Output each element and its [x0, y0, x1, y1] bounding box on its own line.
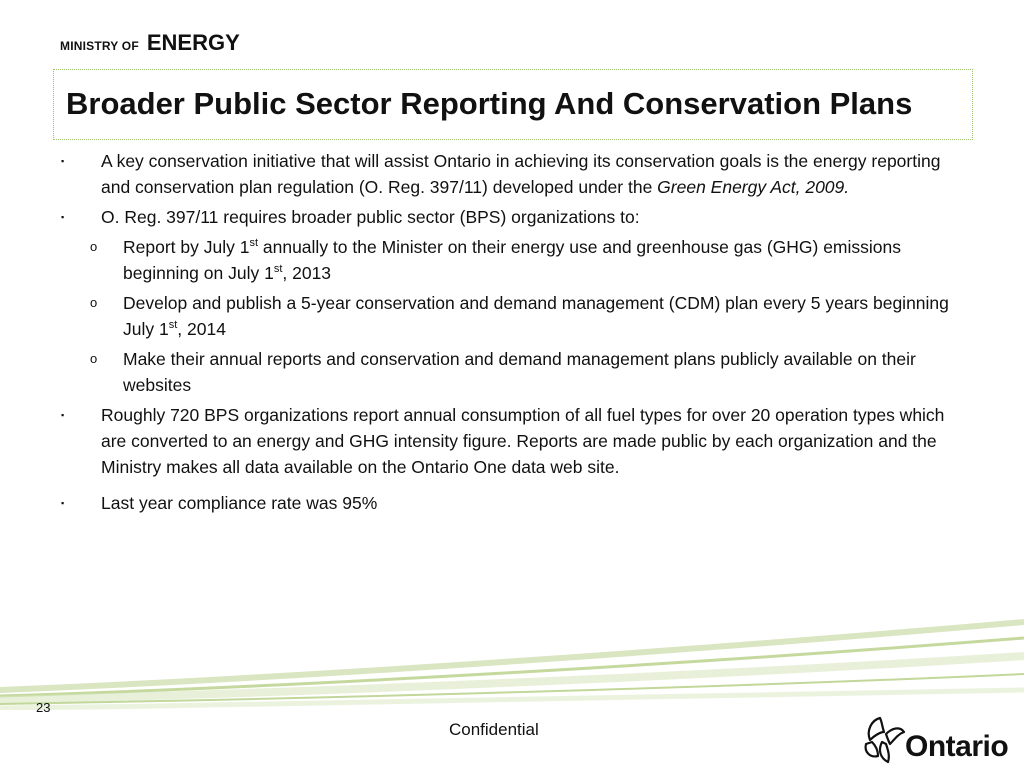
superscript: st [168, 319, 178, 332]
page-number: 23 [36, 700, 51, 715]
sub-bullet-item [58, 346, 958, 398]
circle-bullet-icon: o [90, 351, 98, 366]
bullet-item [58, 402, 958, 480]
sub-bullet-text: , 2013 [282, 263, 332, 283]
superscript: st [273, 263, 283, 276]
sub-bullet-text: Report by July 1 [123, 237, 250, 257]
sub-bullet-text: , 2014 [177, 319, 226, 339]
bullet-text: O. Reg. 397/11 requires broader public sector (BPS) organizations to: [101, 207, 640, 227]
circle-bullet-icon: o [90, 295, 98, 310]
ministry-header [60, 30, 240, 56]
confidential-label: Confidential [449, 720, 539, 739]
square-bullet-icon: ▪ [61, 498, 65, 508]
sub-bullet-text: Make their annual reports and conservation and demand management plans publicly available on their websites [123, 349, 916, 395]
sub-bullet-text: Develop and publish a 5-year conservation and demand management (CDM) plan every 5 years beginning July 1 [123, 293, 949, 339]
superscript: st [249, 237, 259, 250]
sub-bullet-item [58, 290, 958, 342]
bullet-text: A key conservation initiative that will assist Ontario in achieving its conservation goals is the energy reporting and conservation plan regulation (O. Reg. 397/11) developed under the [101, 151, 941, 197]
slide-title: Broader Public Sector Reporting And Conservation Plans [66, 86, 913, 121]
bullet-list [58, 148, 958, 516]
bullet-item [58, 490, 958, 516]
ontario-logo-text: Ontario [905, 730, 1009, 763]
ministry-of-label: MINISTRY OF [60, 39, 139, 53]
bullet-text: Roughly 720 BPS organizations report annual consumption of all fuel types for over 20 operation types which are converted to an energy and GHG intensity figure. Reports are made public by each organization and the Ministry makes all data available on the Ontario One data web site. [101, 405, 945, 477]
ministry-name: ENERGY [146, 30, 240, 55]
square-bullet-icon: ▪ [61, 156, 65, 166]
bullet-text: Last year compliance rate was 95% [101, 493, 378, 513]
sub-bullet-text: annually to the Minister on their energy use and greenhouse gas (GHG) emissions beginning on July 1 [123, 237, 901, 283]
bullet-item [58, 148, 958, 200]
square-bullet-icon: ▪ [61, 212, 65, 222]
circle-bullet-icon: o [90, 239, 98, 254]
sub-bullet-item [58, 234, 958, 286]
bullet-italic-text: Green Energy Act, 2009. [657, 177, 850, 197]
decorative-swoosh [0, 600, 1024, 710]
bullet-item [58, 204, 958, 230]
square-bullet-icon: ▪ [61, 410, 65, 420]
